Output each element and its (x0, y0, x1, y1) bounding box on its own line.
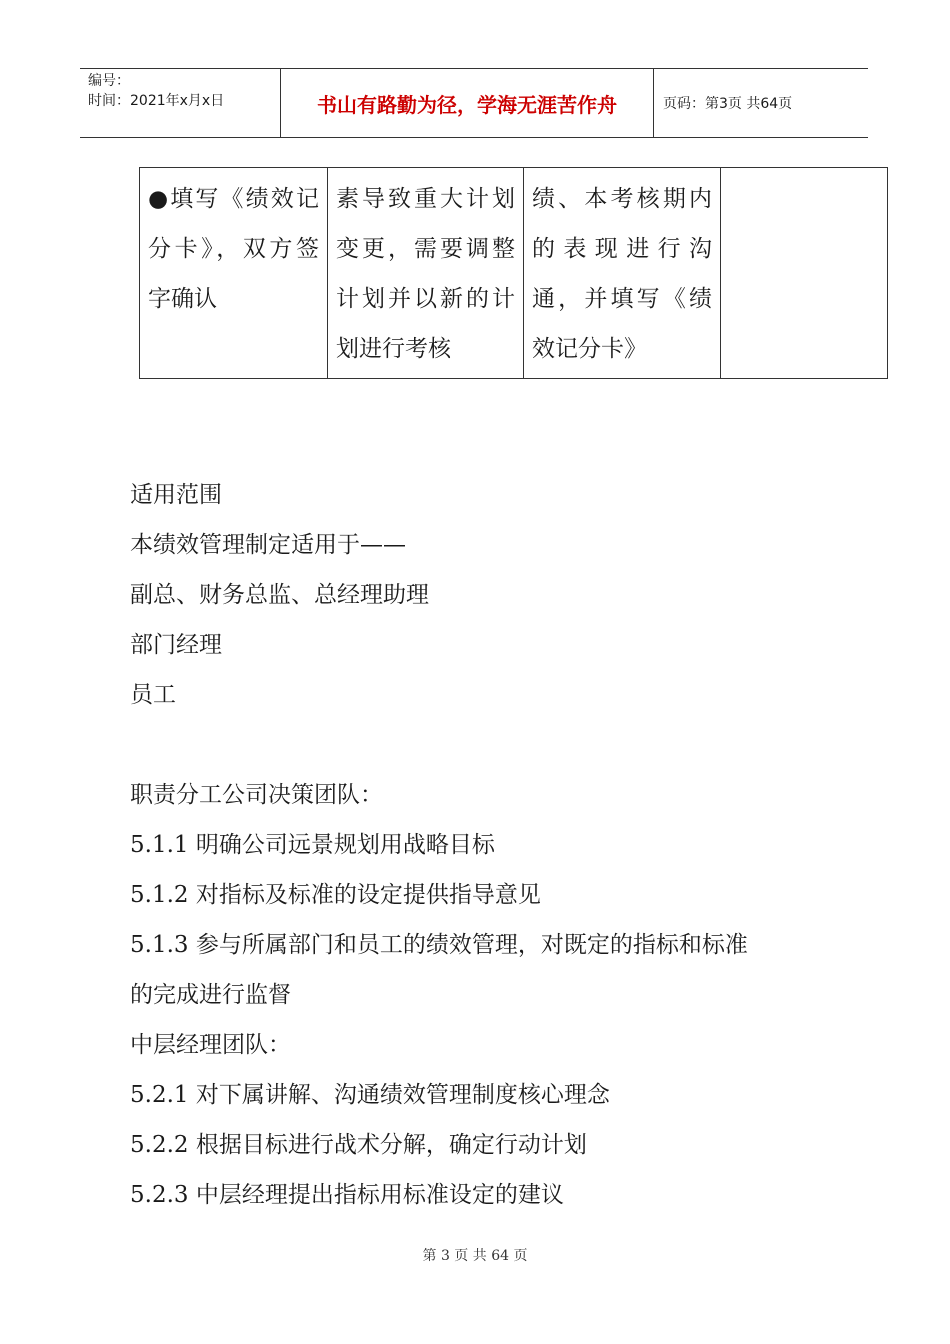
section-heading: 适用范围 (130, 482, 222, 508)
paragraph-line: 5.1.2 对指标及标准的设定提供指导意见 (130, 882, 541, 908)
page-footer: 第 3 页 共 64 页 (422, 1248, 528, 1264)
paragraph-line: 5.1.1 明确公司远景规划用战略目标 (130, 832, 495, 858)
paragraph-line: 的完成进行监督 (130, 982, 291, 1008)
paragraph-line: 本绩效管理制定适用于—— (130, 532, 406, 558)
code-label: 编号： (88, 73, 130, 89)
paragraph-line: 5.2.2 根据目标进行战术分解，确定行动计划 (130, 1132, 587, 1158)
time-label: 时间：2021年x月x日 (88, 93, 225, 109)
table-cell (328, 168, 524, 379)
cell-text: 素导致重大计划变更，需要调整计划并以新的计划进行考核 (336, 186, 515, 362)
table-row (140, 168, 888, 379)
paragraph-line: 5.1.3 参与所属部门和员工的绩效管理，对既定的指标和标准 (130, 932, 748, 958)
performance-table (139, 167, 888, 379)
cell-text: ●填写《绩效记分卡》，双方签字确认 (148, 186, 319, 312)
paragraph-line: 部门经理 (130, 632, 222, 658)
table-cell-empty (721, 168, 888, 379)
cell-text: 绩、本考核期内的表现进行沟通，并填写《绩效记分卡》 (532, 186, 712, 362)
header-page-info: 页码：第3页 共64页 (663, 96, 793, 112)
blank-line (130, 720, 830, 770)
header-meta (80, 69, 280, 137)
table-cell (524, 168, 721, 379)
section-heading: 中层经理团队： (130, 1032, 291, 1058)
paragraph-line: 5.2.1 对下属讲解、沟通绩效管理制度核心理念 (130, 1082, 610, 1108)
paragraph-line: 副总、财务总监、总经理助理 (130, 582, 429, 608)
section-heading: 职责分工公司决策团队： (130, 782, 383, 808)
paragraph-line: 5.2.3 中层经理提出指标用标准设定的建议 (130, 1182, 564, 1208)
page-header (80, 68, 868, 138)
paragraph-line: 员工 (130, 682, 176, 708)
document-body (130, 470, 830, 1220)
header-motto: 书山有路勤为径，学海无涯苦作舟 (280, 69, 654, 137)
table-cell (140, 168, 328, 379)
